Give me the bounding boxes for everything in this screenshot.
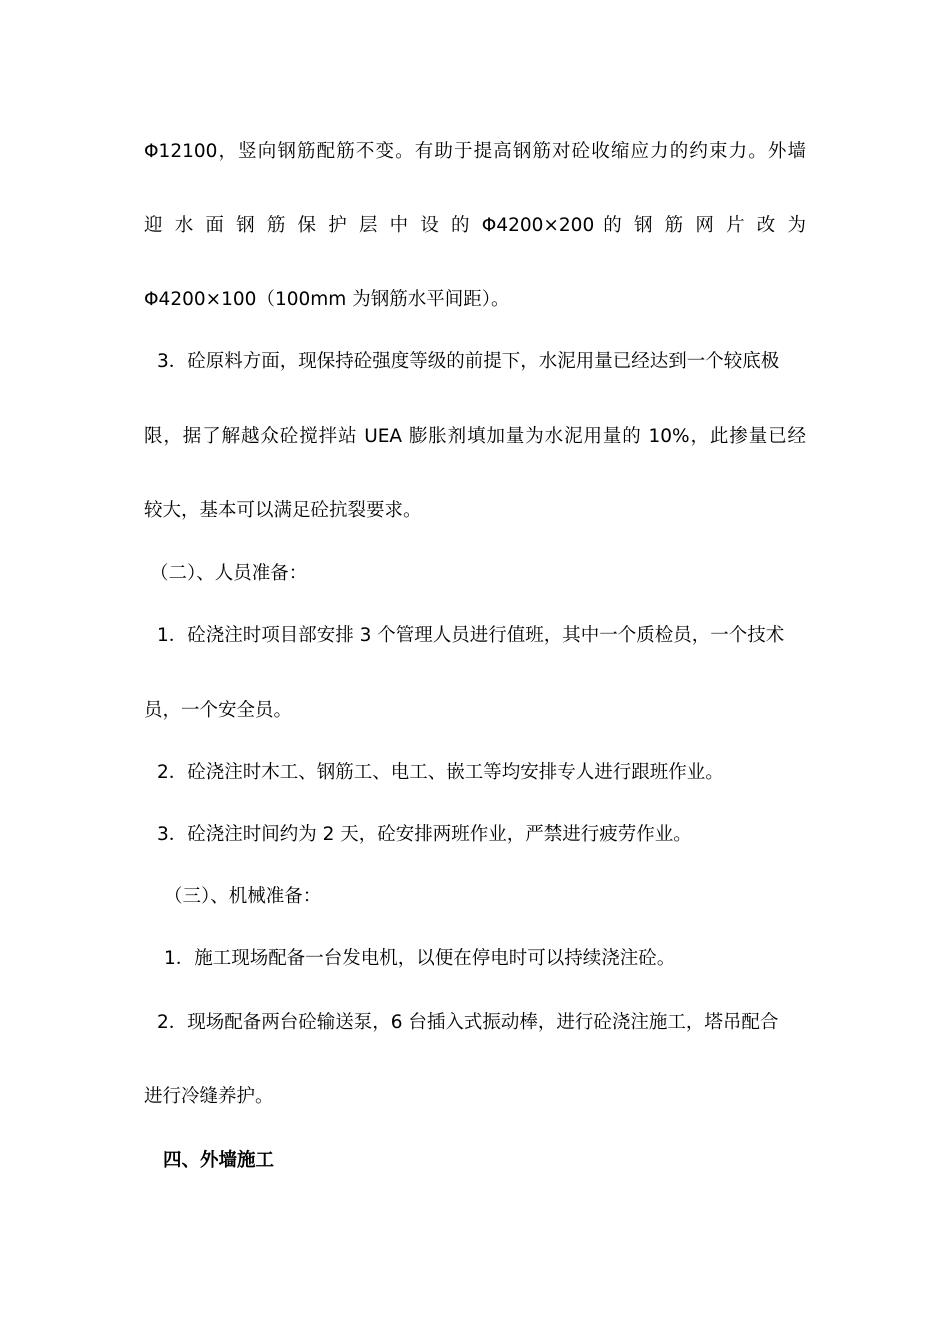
paragraph-line-mesh-end: Φ4200×100（100mm 为钢筋水平间距）。 <box>144 289 510 310</box>
paragraph-line-mesh: 迎 水 面 钢 筋 保 护 层 中 设 的 Φ4200×200 的 钢 筋 网 片 改 为 <box>144 215 806 236</box>
paragraph-line-staff-end: 员，一个安全员。 <box>144 700 293 721</box>
list-item-2-pumps: 2．现场配备两台砼输送泵，6 台插入式振动棒，进行砼浇注施工，塔吊配合 <box>157 1012 779 1033</box>
section-heading-machinery: （三）、机械准备： <box>164 886 322 907</box>
paragraph-line-uea: 限，据了解越众砼搅拌站 UEA 膨胀剂填加量为水泥用量的 10%，此掺量已经 <box>144 426 806 447</box>
list-item-3-shifts: 3．砼浇注时间约为 2 天，砼安排两班作业，严禁进行疲劳作业。 <box>157 824 692 845</box>
list-item-3-materials: 3．砼原料方面，现保持砼强度等级的前提下，水泥用量已经达到一个较底极 <box>157 351 780 372</box>
paragraph-line-rebar: Φ12100，竖向钢筋配筋不变。有助于提高钢筋对砼收缩应力的约束力。外墙 <box>144 141 806 162</box>
list-item-2-workers: 2．砼浇注时木工、钢筋工、电工、嵌工等均安排专人进行跟班作业。 <box>157 762 724 783</box>
paragraph-line-curing: 进行冷缝养护。 <box>144 1086 274 1107</box>
section-heading-personnel: （二）、人员准备： <box>150 563 308 584</box>
list-item-1-generator: 1．施工现场配备一台发电机，以便在停电时可以持续浇注砼。 <box>164 948 676 969</box>
section-heading-exterior-wall: 四、外墙施工 <box>163 1150 275 1171</box>
list-item-1-staff: 1．砼浇注时项目部安排 3 个管理人员进行值班，其中一个质检员，一个技术 <box>157 625 785 646</box>
paragraph-line-crack: 较大，基本可以满足砼抗裂要求。 <box>144 500 422 521</box>
